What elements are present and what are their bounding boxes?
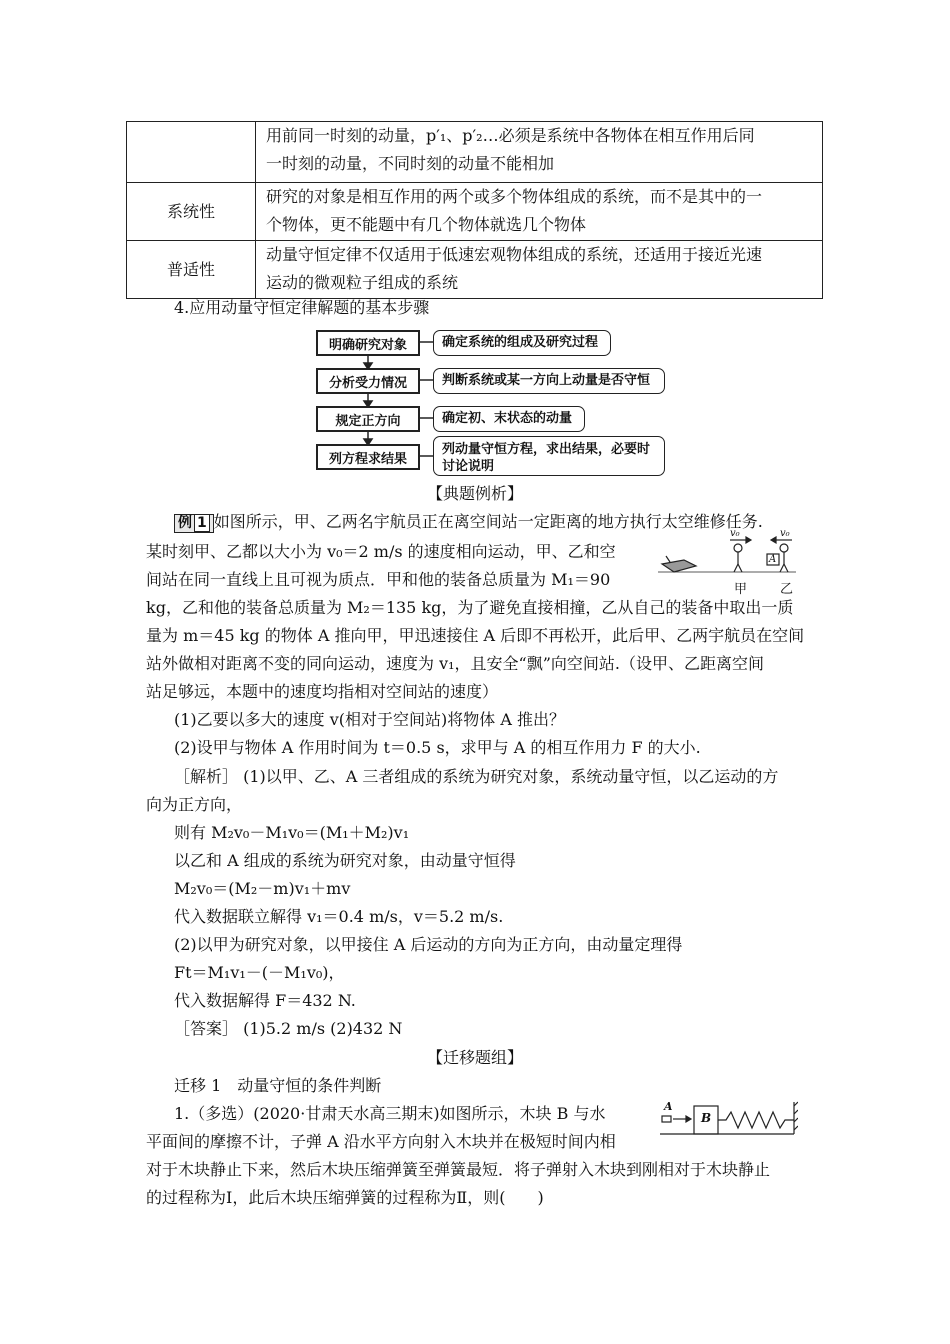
flow-desc: 判断系统或某一方向上动量是否守恒 [433, 368, 665, 394]
transfer-subheading: 迁移 1 动量守恒的条件判断 [174, 1076, 382, 1095]
flow-step: 列方程求结果 [316, 444, 420, 470]
example-line: 间站在同一直线上且可视为质点．甲和他的装备总质量为 M₁＝90 [146, 570, 611, 589]
problem-line: 平面间的摩擦不计，子弹 A 沿水平方向射入木块并在极短时间内相 [146, 1132, 616, 1151]
block-spring-diagram [658, 1098, 798, 1140]
example-line: kg，乙和他的装备总质量为 M₂＝135 kg，为了避免直接相撞，乙从自己的装备中取出一质 [146, 598, 794, 617]
bullet-a-label: A [664, 1100, 673, 1113]
solution-line: 以乙和 A 组成的系统为研究对象，由动量守恒得 [174, 851, 516, 870]
block-spring-figure [658, 1098, 798, 1140]
table-value-cell [256, 122, 823, 183]
table-value-cell [256, 241, 823, 299]
table-text-line: 用前同一时刻的动量，p′₁、p′₂…必须是系统中各物体在相互作用后同 [266, 126, 755, 145]
v0-label: v₀ [730, 528, 740, 539]
solution-line: 向为正方向， [146, 795, 243, 814]
table-row [127, 183, 823, 241]
example-line: 站外做相对距离不变的同向运动，速度为 v₁，且安全“飘”向空间站.（设甲、乙距离空间 [146, 654, 764, 673]
solution-line: M₂v₀＝(M₂－m)v₁＋mv [174, 879, 351, 898]
problem-line: 1.（多选）(2020·甘肃天水高三期末)如图所示，木块 B 与水 [174, 1104, 606, 1123]
flow-step: 分析受力情况 [316, 368, 420, 394]
answer-line: ［答案］ (1)5.2 m/s (2)432 N [174, 1019, 403, 1038]
flow-desc: 列动量守恒方程，求出结果，必要时讨论说明 [433, 436, 665, 476]
transfer-heading: 【迁移题组】 [426, 1048, 523, 1067]
jia-label: 甲 [734, 582, 748, 597]
properties-table [126, 121, 823, 299]
question-line: (2)设甲与物体 A 作用时间为 t＝0.5 s，求甲与 A 的相互作用力 F 的大小. [174, 738, 701, 757]
table-value-cell [256, 183, 823, 241]
flow-step: 明确研究对象 [316, 330, 420, 356]
table-text-line: 动量守恒定律不仅适用于低速宏观物体组成的系统，还适用于接近光速 [266, 245, 763, 264]
table-key-cell: 系统性 [127, 183, 256, 241]
example-text: 如图所示，甲、乙两名宇航员正在离空间站一定距离的地方执行太空维修任务. [213, 512, 763, 531]
example-line: 量为 m＝45 kg 的物体 A 推向甲，甲迅速接住 A 后即不再松开，此后甲、乙两宇航员在空间 [146, 626, 805, 645]
solution-line: 代入数据解得 F＝432 N. [174, 991, 356, 1010]
astronaut-figure [656, 528, 806, 602]
solution-line: Ft＝M₁v₁－(－M₁v₀)， [174, 963, 345, 982]
table-row [127, 122, 823, 183]
example-tag: 例 1 [174, 514, 214, 533]
table-text-line: 研究的对象是相互作用的两个或多个物体组成的系统，而不是其中的一 [266, 187, 763, 206]
v0-label: v₀ [780, 528, 790, 539]
question-line: (1)乙要以多大的速度 v(相对于空间站)将物体 A 推出？ [174, 710, 566, 729]
flow-desc: 确定系统的组成及研究过程 [433, 330, 611, 356]
solution-line: (2)以甲为研究对象，以甲接住 A 后运动的方向为正方向，由动量定理得 [174, 935, 683, 954]
table-row [127, 241, 823, 299]
typical-heading: 【典题例析】 [426, 484, 523, 503]
table-text-line: 个物体，更不能题中有几个物体就选几个物体 [266, 215, 587, 234]
flow-desc: 确定初、末状态的动量 [433, 406, 585, 432]
example-line: 站足够远，本题中的速度均指相对空间站的速度） [146, 682, 499, 701]
block-b-label: B [701, 1111, 712, 1125]
astronaut-diagram [656, 532, 806, 584]
table-text-line: 一时刻的动量，不同时刻的动量不能相加 [266, 154, 555, 173]
box-a-label: A [769, 554, 777, 565]
example-line: 某时刻甲、乙都以大小为 v₀＝2 m/s 的速度相向运动，甲、乙和空 [146, 542, 616, 561]
problem-line: 对于木块静止下来，然后木块压缩弹簧至弹簧最短．将子弹射入木块到刚相对于木块静止 [146, 1160, 771, 1179]
table-key-cell: 普适性 [127, 241, 256, 299]
yi-label: 乙 [780, 582, 794, 597]
flow-step: 规定正方向 [316, 406, 420, 432]
example-line [174, 512, 763, 533]
solution-line: 代入数据联立解得 v₁＝0.4 m/s，v＝5.2 m/s. [174, 907, 504, 926]
table-key-cell [127, 122, 256, 183]
steps-heading: 4.应用动量守恒定律解题的基本步骤 [174, 298, 430, 317]
solution-line: ［解析］ (1)以甲、乙、A 三者组成的系统为研究对象，系统动量守恒，以乙运动的方 [174, 767, 779, 786]
solution-line: 则有 M₂v₀－M₁v₀＝(M₁＋M₂)v₁ [174, 823, 410, 842]
table-text-line: 运动的微观粒子组成的系统 [266, 273, 459, 292]
problem-line: 的过程称为Ⅰ，此后木块压缩弹簧的过程称为Ⅱ，则( ) [146, 1188, 544, 1207]
